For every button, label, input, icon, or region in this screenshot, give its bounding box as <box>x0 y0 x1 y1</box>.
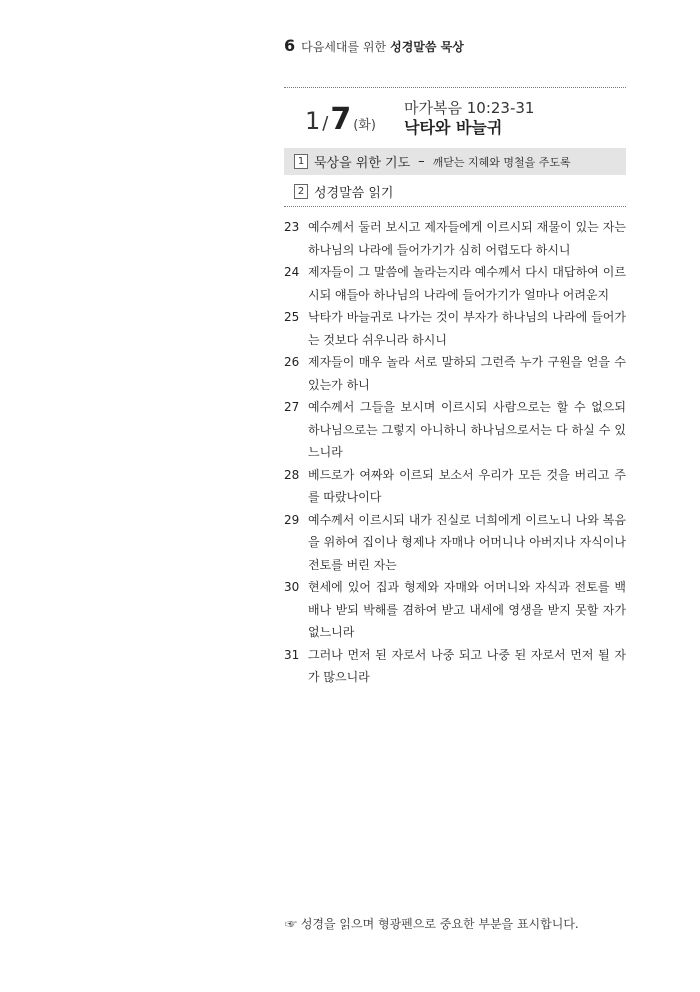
section-divider <box>284 206 626 207</box>
verse-number: 26 <box>284 355 300 369</box>
verse <box>284 464 626 509</box>
verse-number: 30 <box>284 580 300 594</box>
reading-title: 낙타와 바늘귀 <box>404 118 503 137</box>
verse-text: 예수께서 둘러 보시고 제자들에게 이르시되 재물이 있는 자는 하나님의 나라에 들어가기가 심히 어렵도다 하시니 <box>308 220 626 257</box>
verse <box>284 306 626 351</box>
verse-number: 28 <box>284 467 300 482</box>
verse-text: 그러나 먼저 된 자로서 나중 되고 나중 된 자로서 먼저 될 자가 많으니라 <box>308 647 626 684</box>
step-number-badge: 2 <box>294 184 308 199</box>
step-dash: – <box>418 154 425 169</box>
header-subtitle: 다음세대를 위한 <box>301 40 387 54</box>
scripture-reference: 마가복음 10:23-31 <box>404 99 535 117</box>
step-label: 성경말씀 읽기 <box>314 186 394 201</box>
date-month: 1 <box>305 107 321 135</box>
verse <box>284 396 626 464</box>
verse-number: 25 <box>284 310 300 324</box>
verse-number: 23 <box>284 220 300 234</box>
page-header <box>284 38 626 55</box>
step-prayer <box>284 148 626 175</box>
date-day: 7 <box>330 102 352 137</box>
step-number-badge: 1 <box>294 154 308 169</box>
top-divider <box>284 87 626 88</box>
verse <box>284 216 626 261</box>
verse <box>284 576 626 644</box>
reading-date <box>305 102 376 138</box>
verse <box>284 509 626 577</box>
verse-text: 예수께서 그들을 보시며 이르시되 사람으로는 할 수 없으되 하나님으로는 그렇지 아니하니 하나님으로서는 다 하실 수 있느니라 <box>308 400 626 459</box>
verse-number: 31 <box>284 647 300 662</box>
verse-number: 27 <box>284 400 300 414</box>
verse <box>284 261 626 306</box>
step-label: 묵상을 위한 기도 <box>314 156 411 171</box>
verse-number: 24 <box>284 265 300 279</box>
date-slash: / <box>322 113 329 134</box>
verse-text: 베드로가 여짜와 이르되 보소서 우리가 모든 것을 버리고 주를 따랐나이다 <box>308 467 626 504</box>
date-weekday: (화) <box>353 118 376 133</box>
verse-text: 제자들이 매우 놀라 서로 말하되 그런즉 누가 구원을 얻을 수 있는가 하니 <box>308 355 626 392</box>
step-description: 깨닫는 지혜와 명철을 주도록 <box>432 155 571 169</box>
verse-text: 낙타가 바늘귀로 나가는 것이 부자가 하나님의 나라에 들어가는 것보다 쉬우니라 하시니 <box>308 310 626 347</box>
verse-text: 현세에 있어 집과 형제와 자매와 어머니와 자식과 전토를 백 배나 받되 박해를 겸하여 받고 내세에 영생을 받지 못할 자가 없느니라 <box>308 580 626 639</box>
header-book-title: 성경말씀 묵상 <box>390 40 464 54</box>
step-reading <box>284 178 626 205</box>
verse-text: 예수께서 이르시되 내가 진실로 너희에게 이르노니 나와 복음을 위하여 집이나 형제나 자매나 어머니나 아버지나 자식이나 전토를 버린 자는 <box>308 512 626 572</box>
verse <box>284 351 626 396</box>
verse-number: 29 <box>284 512 300 527</box>
verse-text: 제자들이 그 말씀에 놀라는지라 예수께서 다시 대답하여 이르시되 얘들아 하나님의 나라에 들어가기가 얼마나 어려운지 <box>308 265 626 302</box>
page-number: 6 <box>284 36 296 55</box>
verse-list <box>284 216 626 689</box>
footer-note: ☞ 성경을 읽으며 형광펜으로 중요한 부분을 표시합니다. <box>285 917 579 931</box>
verse <box>284 644 626 689</box>
